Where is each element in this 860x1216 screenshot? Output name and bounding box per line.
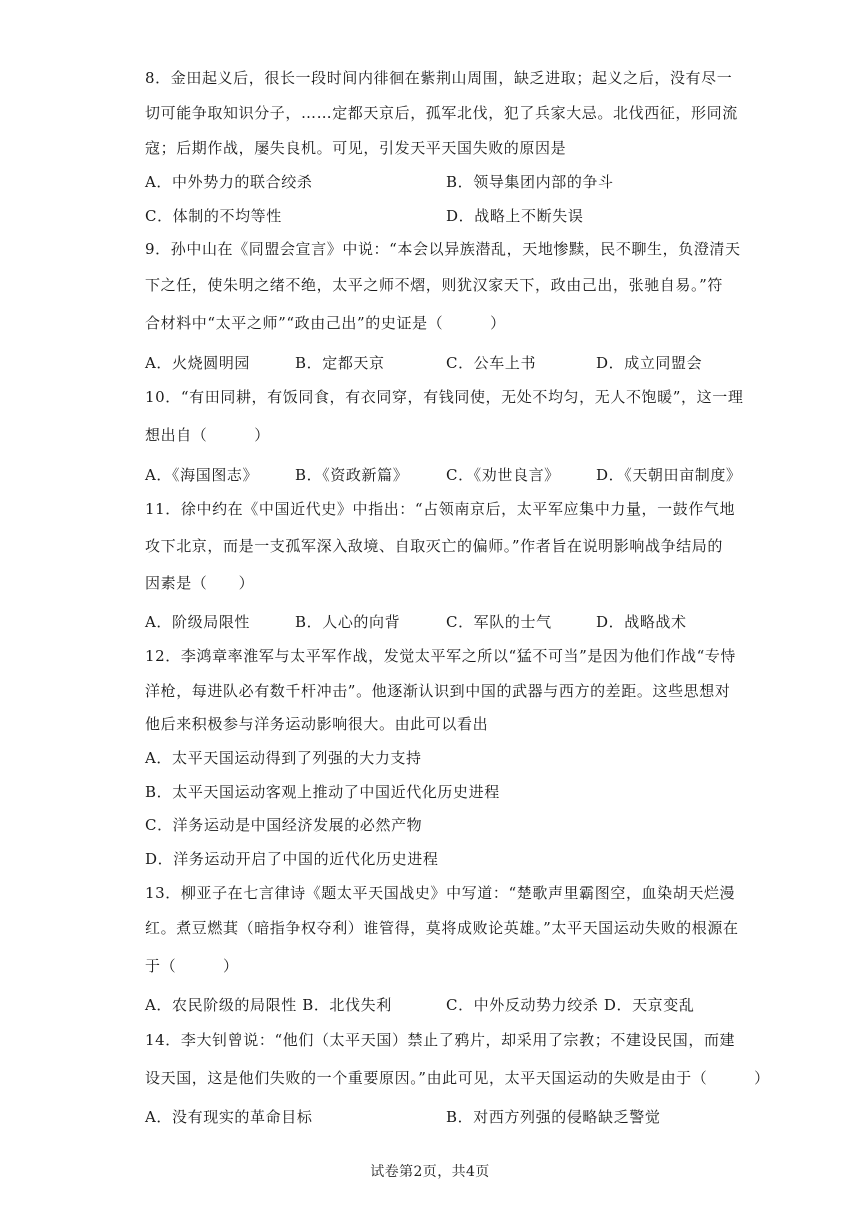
q8-option-d: D．战略上不断失误	[446, 207, 584, 225]
q11-option-b: B．人心的向背	[295, 613, 401, 631]
q8-text-line-3: 寇；后期作战，屡失良机。可见，引发天平天国失败的原因是	[145, 139, 567, 157]
q9-option-a: A．火烧圆明园	[145, 354, 251, 372]
q12-option-b: B．太平天国运动客观上推动了中国近代化历史进程	[145, 783, 500, 801]
q12-option-d: D．洋务运动开启了中国的近代化历史进程	[145, 850, 439, 868]
q12-text-line-2: 洋枪，每进队必有数千杆冲击”。他逐渐认识到中国的武器与西方的差距。这些思想对	[145, 682, 731, 700]
q14-text-line-1: 14．李大钊曾说：“他们（太平天国）禁止了鸦片，却采用了宗教；不建设民国，而建	[145, 1031, 736, 1049]
q9-option-b: B．定都天京	[295, 354, 385, 372]
q11-text-line-1: 11．徐中约在《中国近代史》中指出：“占领南京后，太平军应集中力量，一鼓作气地	[145, 500, 736, 518]
q9-text-line-2: 下之任，使朱明之绪不绝，太平之师不熠，则犹汉家天下，政由己出，张驰自易。”符	[145, 276, 723, 294]
q12-text-line-1: 12．李鸿章率淮军与太平军作战，发觉太平军之所以“猛不可当”是因为他们作战“专恃	[145, 647, 737, 665]
q10-text-line-2: 想出自（ ）	[145, 426, 270, 444]
q10-option-b: B．《资政新篇》	[295, 466, 409, 484]
q10-text-line-1: 10．“有田同耕，有饭同食，有衣同穿，有钱同使，无处不均匀，无人不饱暖”，这一理	[145, 388, 744, 406]
q8-text-line-2: 切可能争取知识分子，……定都天京后，孤军北伐，犯了兵家大忌。北伐西征，形同流	[145, 104, 738, 122]
q9-text-line-1: 9．孙中山在《同盟会宣言》中说：“本会以异族潜乱，天地惨黩，民不聊生，负澄清天	[145, 240, 741, 258]
q13-text-line-2: 红。煮豆燃萁（暗指争权夺利）谁管得，莫将成败论英雄。”太平天国运动失败的根源在	[145, 919, 739, 937]
q13-text-line-3: 于（ ）	[145, 957, 239, 975]
q12-text-line-3: 他后来积极参与洋务运动影响很大。由此可以看出	[145, 715, 489, 733]
q14-option-a: A．没有现实的革命目标	[145, 1108, 313, 1126]
q9-option-d: D．成立同盟会	[596, 354, 703, 372]
q11-text-line-2: 攻下北京，而是一支孤军深入敌境、自取灭亡的偏师。”作者旨在说明影响战争结局的	[145, 537, 723, 555]
q10-option-a: A．《海国图志》	[145, 466, 259, 484]
q13-option-a-b: A．农民阶级的局限性 B．北伐失利	[145, 996, 392, 1014]
q8-text-line-1: 8．金田起义后，很长一段时间内徘徊在紫荆山周围，缺乏进取；起义之后，没有尽一	[145, 69, 733, 87]
q13-text-line-1: 13．柳亚子在七言律诗《题太平天国战史》中写道：“楚歌声里霸图空，血染胡天烂漫	[145, 884, 736, 902]
q12-option-a: A．太平天国运动得到了列强的大力支持	[145, 749, 422, 767]
q10-option-c: C．《劝世良言》	[446, 466, 560, 484]
q8-option-a: A．中外势力的联合绞杀	[145, 173, 313, 191]
q9-text-line-3: 合材料中“太平之师”“政由己出”的史证是（ ）	[145, 314, 506, 332]
q10-option-d: D．《天朝田亩制度》	[596, 466, 742, 484]
q14-option-b: B．对西方列强的侵略缺乏警觉	[446, 1108, 661, 1126]
q9-option-c: C．公车上书	[446, 354, 537, 372]
q12-option-c: C．洋务运动是中国经济发展的必然产物	[145, 816, 423, 834]
page-footer: 试卷第2页，共4页	[370, 1164, 490, 1180]
q11-text-line-3: 因素是（ ）	[145, 574, 255, 592]
q11-option-c: C．军队的士气	[446, 613, 552, 631]
q11-option-a: A．阶级局限性	[145, 613, 251, 631]
q8-option-b: B．领导集团内部的争斗	[446, 173, 614, 191]
q14-text-line-2: 设天国，这是他们失败的一个重要原因。”由此可见，太平天国运动的失败是由于（ ）	[145, 1069, 770, 1087]
q11-option-d: D．战略战术	[596, 613, 687, 631]
q8-option-c: C．体制的不均等性	[145, 207, 282, 225]
q13-option-c-d: C．中外反动势力绞杀 D．天京变乱	[446, 996, 695, 1014]
